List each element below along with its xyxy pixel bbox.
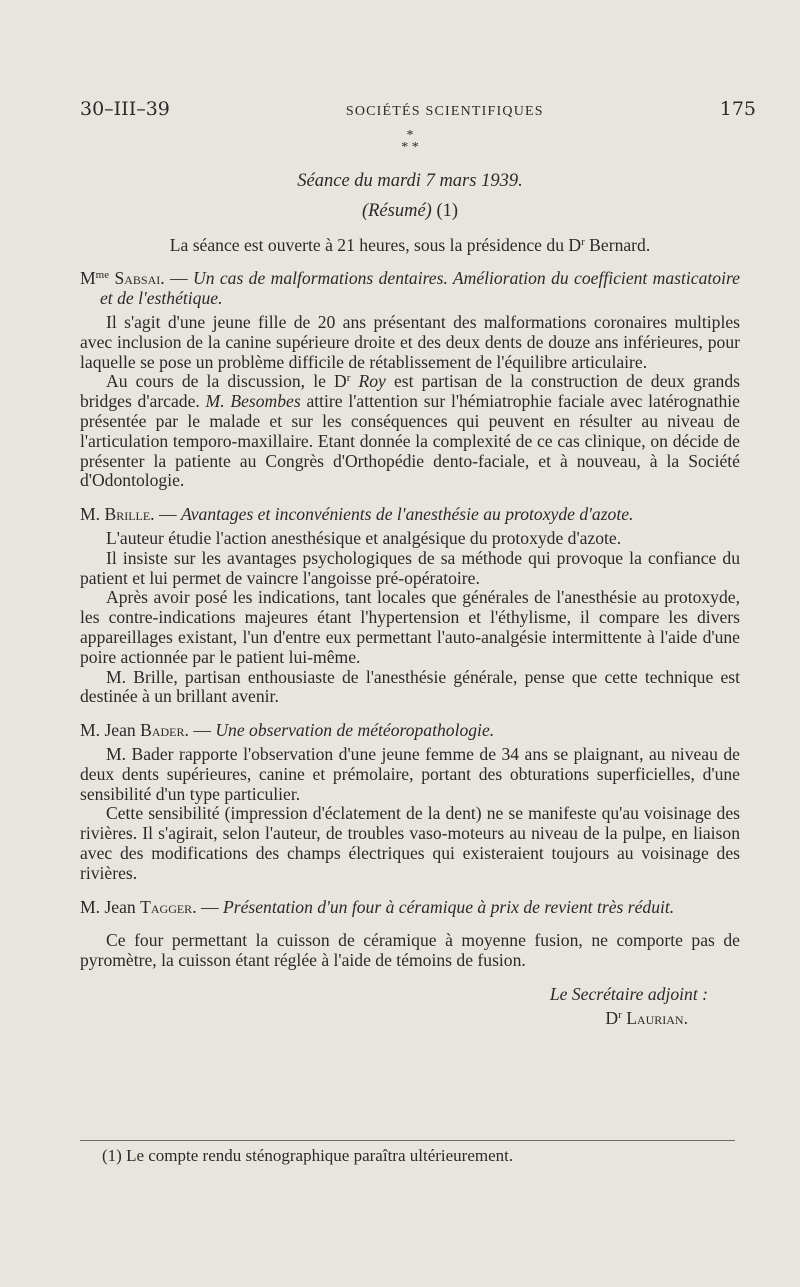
page-number: 175: [719, 98, 756, 120]
signature-prefix: D: [605, 1007, 619, 1028]
item4-prefix: M. Jean: [80, 896, 136, 917]
item1-para2-c: attire l'attention sur l'hémiatrophie faciale avec latérognathie présentée par le malade et sur les conséquences qui peuvent en résulter au niveau de l'articulation temporo-maxillaire. Etant donnée la complexité de ce cas clinique, on décide de présenter la patiente au Congrès d'Orthopédie dento-faciale, et à nouveau, à la Société d'Odontologie.: [80, 391, 740, 491]
signature-role: Le Secrétaire adjoint :: [549, 983, 708, 1004]
item2-title: Avantages et inconvénients de l'anesthésie au protoxyde d'azote.: [180, 504, 634, 525]
item3-dash: —: [188, 720, 216, 741]
item3-title: Une observation de météoropathologie.: [215, 720, 495, 741]
item1-para2-sup: r: [346, 372, 351, 385]
page-body: [80, 120, 740, 1028]
item2-speaker: Brille.: [104, 504, 155, 525]
item3-para2: Cette sensibilité (impression d'éclatement de la dent) ne se manifeste qu'au voisinage des rivières. Il s'agirait, selon l'auteur, de troubles vaso-moteurs au niveau de la pulpe, en liaison avec des modifications des champs électriques qui existeraient toujours au voisinage des rivières.: [80, 803, 740, 883]
opening-sup: r: [581, 235, 585, 248]
item1-dash: —: [164, 268, 193, 289]
signature-name-line: [80, 1009, 740, 1029]
item2-para3: Après avoir posé les indications, tant locales que générales de l'anesthésie au protoxyde, les contre-indications majeures étant l'hypertension et l'éthylisme, il compare les divers appareillages existant, l'un d'entre eux permettant l'auto-analgésie intermittente à l'aide d'une poire actionnée par le patient lui-même.: [80, 587, 740, 667]
summary-label: (Résumé): [361, 200, 432, 221]
section-ornament: [80, 120, 740, 154]
signature-name: Laurian.: [626, 1007, 688, 1028]
item3-heading: [80, 721, 740, 741]
opening-end: Bernard.: [584, 234, 651, 255]
item1-para1: Il s'agit d'une jeune fille de 20 ans présentant des malformations coronaires multiples avec inclusion de la canine supérieure droite et des deux dents de douze ans inférieures, pour laquelle se pose un problème difficile de rétablissement de l'équilibre articulaire.: [80, 311, 740, 372]
item2-heading: [80, 505, 740, 525]
signature-prefix-sup: r: [618, 1008, 622, 1021]
item1-para2: [80, 372, 740, 491]
item1-prefix-sup: me: [95, 269, 110, 282]
item1-speaker: Sabsai.: [114, 268, 165, 289]
footnote: (1) Le compte rendu sténographique paraîtra ultérieurement.: [102, 1146, 514, 1165]
item4-para1: Ce four permettant la cuisson de céramique à moyenne fusion, ne comporte pas de pyromètre, la cuisson étant réglée à l'aide de témoins de fusion.: [80, 930, 740, 971]
item2-para2: Il insiste sur les avantages psychologiques de sa méthode qui provoque la confiance du patient et lui permet de vaincre l'angoisse pré-opératoire.: [80, 547, 740, 588]
item3-prefix: M. Jean: [80, 720, 136, 741]
session-summary-line: [80, 202, 740, 222]
page-header: [80, 98, 756, 120]
ornament-top: *: [406, 128, 414, 143]
item1-para2-name2: M. Besombes: [205, 391, 301, 412]
item2-para1: L'auteur étudie l'action anesthésique et analgésique du protoxyde d'azote.: [106, 527, 622, 548]
item4-heading: [80, 898, 740, 918]
opening-text: La séance est ouverte à 21 heures, sous la présidence du D: [169, 234, 582, 255]
footnote-divider: [80, 1140, 735, 1141]
item4-dash: —: [196, 896, 223, 917]
item3-para1: M. Bader rapporte l'observation d'une jeune femme de 34 ans se plaignant, au niveau de deux dents supérieures, canine et prémolaire, portant des obturations superficielles, d'une sensibilité d'un type particulier.: [80, 743, 740, 804]
ornament-bottom: * *: [401, 140, 419, 155]
item1-title: Un cas de malformations dentaires. Amélioration du coefficient masticatoire et de l'esthétique.: [100, 268, 740, 309]
item4-title: Présentation d'un four à céramique à prix de revient très réduit.: [222, 896, 675, 917]
item1-heading: [80, 269, 740, 309]
header-date: 30–III–39: [80, 98, 170, 120]
opening-paragraph: [80, 236, 740, 256]
item2-para4: M. Brille, partisan enthousiaste de l'anesthésie générale, pense que cette technique est destinée à un brillant avenir.: [80, 666, 740, 707]
item2-dash: —: [154, 504, 181, 525]
running-title: SOCIÉTÉS SCIENTIFIQUES: [345, 104, 544, 119]
item3-speaker: Bader.: [140, 720, 189, 741]
item2-prefix: M.: [80, 504, 101, 525]
footnote-ref: (1): [436, 200, 459, 221]
item1-para2-a: Au cours de la discussion, le D: [106, 371, 347, 392]
item1-para2-b: est partisan de la construction de deux grands bridges d'arcade.: [80, 371, 740, 412]
item1-prefix: M: [80, 268, 96, 289]
item4-speaker: Tagger.: [140, 896, 197, 917]
item1-para2-name1: Roy: [350, 371, 386, 392]
session-title: Séance du mardi 7 mars 1939.: [297, 171, 523, 191]
